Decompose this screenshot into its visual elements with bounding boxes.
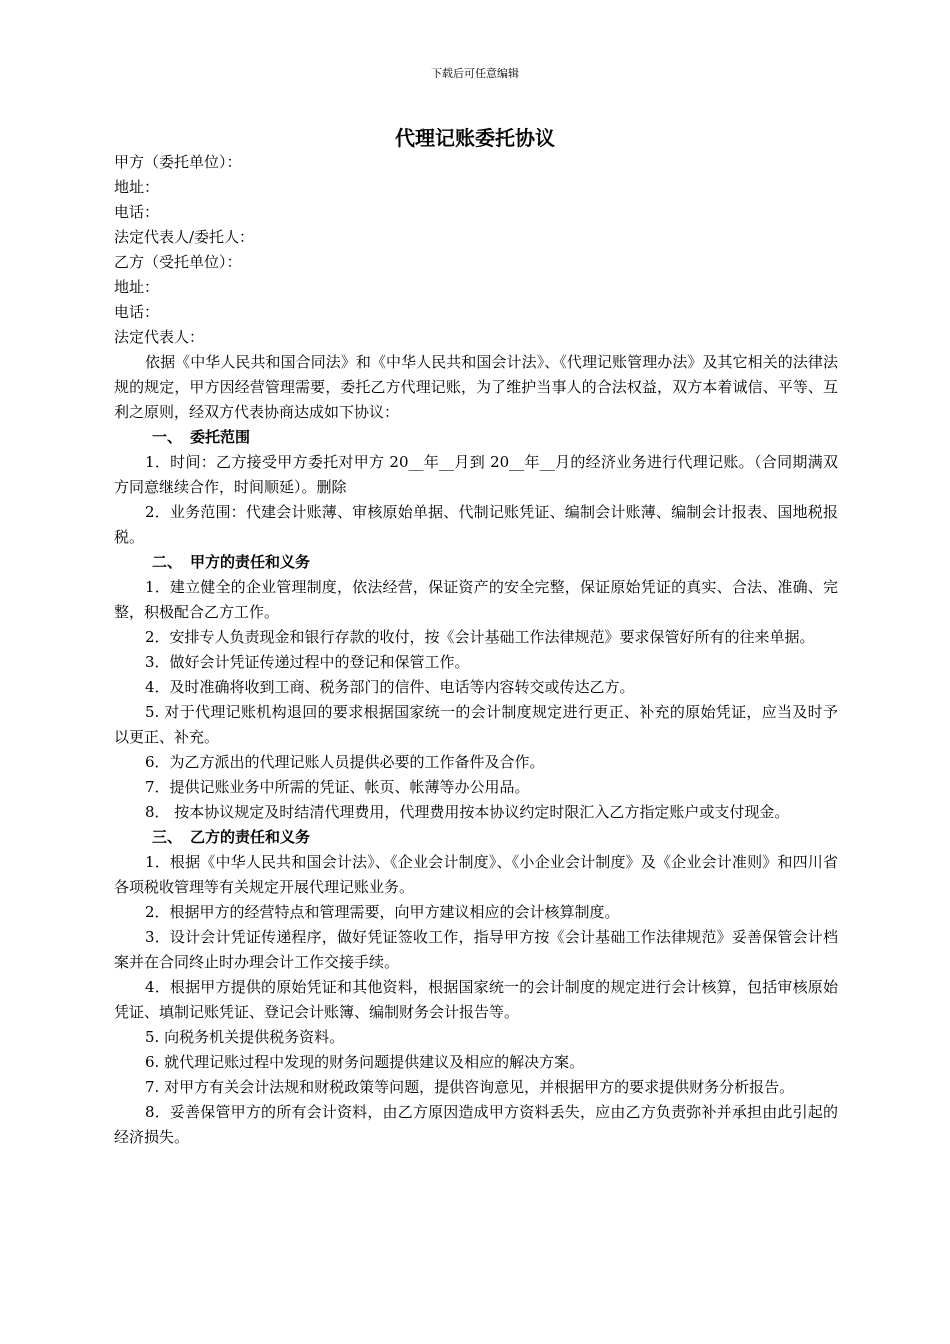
party-b-phone-field: 电话： bbox=[114, 303, 160, 321]
clause-item: 2．安排专人负责现金和银行存款的收付，按《会计基础工作法律规范》要求保管好所有的往来单据。 bbox=[145, 628, 815, 646]
header-note: 下载后可任意编辑 bbox=[431, 67, 519, 80]
clause-item: 4．及时准确将收到工商、税务部门的信件、电话等内容转交或传达乙方。 bbox=[145, 678, 635, 696]
section-number: 二、 bbox=[152, 553, 183, 571]
section-heading-party-b-duties bbox=[114, 825, 838, 850]
party-a-address-field: 地址： bbox=[114, 178, 160, 196]
clause-item: 7. 对甲方有关会计法规和财税政策等问题，提供咨询意见，并根据甲方的要求提供财务分析报告。 bbox=[145, 1078, 795, 1096]
clause-item: 6．为乙方派出的代理记账人员提供必要的工作备件及合作。 bbox=[145, 753, 545, 771]
section-heading-scope bbox=[114, 425, 838, 450]
section-number: 一、 bbox=[152, 428, 183, 446]
section-title: 乙方的责任和义务 bbox=[190, 828, 311, 846]
clause-item: 6. 就代理记账过程中发现的财务问题提供建议及相应的解决方案。 bbox=[145, 1053, 585, 1071]
preamble-paragraph: 依据《中华人民共和国合同法》和《中华人民共和国会计法》、《代理记账管理办法》及其它相关的法律法规的规定，甲方因经营管理需要，委托乙方代理记账，为了维护当事人的合法权益，双方本着诚信、平等、互利之原则，经双方代表协商达成如下协议： bbox=[114, 353, 838, 421]
clause-item: 7．提供记账业务中所需的凭证、帐页、帐薄等办公用品。 bbox=[145, 778, 530, 796]
party-a-phone-field: 电话： bbox=[114, 203, 160, 221]
clause-item: 2．业务范围：代建会计账薄、审核原始单据、代制记账凭证、编制会计账薄、编制会计报表、国地税报税。 bbox=[114, 503, 838, 546]
clause-item: 8． 按本协议规定及时结清代理费用，代理费用按本协议约定时限汇入乙方指定账户或支付现金。 bbox=[145, 803, 790, 821]
clause-item: 3．设计会计凭证传递程序，做好凭证签收工作，指导甲方按《会计基础工作法律规范》妥善保管会计档案并在合同终止时办理会计工作交接手续。 bbox=[114, 928, 838, 971]
clause-item: 5. 对于代理记账机构退回的要求根据国家统一的会计制度规定进行更正、补充的原始凭证，应当及时予以更正、补充。 bbox=[114, 703, 838, 746]
clause-item: 1．根据《中华人民共和国会计法》、《企业会计制度》、《小企业会计制度》及《企业会计准则》和四川省各项税收管理等有关规定开展代理记账业务。 bbox=[114, 853, 838, 896]
document-title: 代理记账委托协议 bbox=[395, 126, 555, 150]
party-a-representative-field: 法定代表人/委托人： bbox=[114, 228, 255, 246]
clause-item: 3．做好会计凭证传递过程中的登记和保管工作。 bbox=[145, 653, 470, 671]
clause-item: 8．妥善保管甲方的所有会计资料，由乙方原因造成甲方资料丢失，应由乙方负责弥补并承担由此引起的经济损失。 bbox=[114, 1103, 838, 1146]
section-number: 三、 bbox=[152, 828, 183, 846]
clause-item: 2．根据甲方的经营特点和管理需要，向甲方建议相应的会计核算制度。 bbox=[145, 903, 620, 921]
party-a-name-field: 甲方（委托单位）： bbox=[114, 153, 242, 171]
party-b-representative-field: 法定代表人： bbox=[114, 328, 205, 346]
section-title: 甲方的责任和义务 bbox=[190, 553, 311, 571]
section-heading-party-a-duties bbox=[114, 550, 838, 575]
section-title: 委托范围 bbox=[190, 428, 251, 446]
party-b-name-field: 乙方（受托单位）： bbox=[114, 253, 242, 271]
party-b-address-field: 地址： bbox=[114, 278, 160, 296]
clause-item: 1．时间：乙方接受甲方委托对甲方 20__年__月到 20__年__月的经济业务进行代理记账。（合同期满双方同意继续合作，时间顺延）。删除 bbox=[114, 453, 838, 496]
clause-item: 4．根据甲方提供的原始凭证和其他资料，根据国家统一的会计制度的规定进行会计核算，包括审核原始凭证、填制记账凭证、登记会计账簿、编制财务会计报告等。 bbox=[114, 978, 838, 1021]
clause-item: 5. 向税务机关提供税务资料。 bbox=[145, 1028, 345, 1046]
clause-item: 1．建立健全的企业管理制度，依法经营，保证资产的安全完整，保证原始凭证的真实、合法、准确、完整，积极配合乙方工作。 bbox=[114, 578, 838, 621]
document-body bbox=[114, 150, 838, 1150]
